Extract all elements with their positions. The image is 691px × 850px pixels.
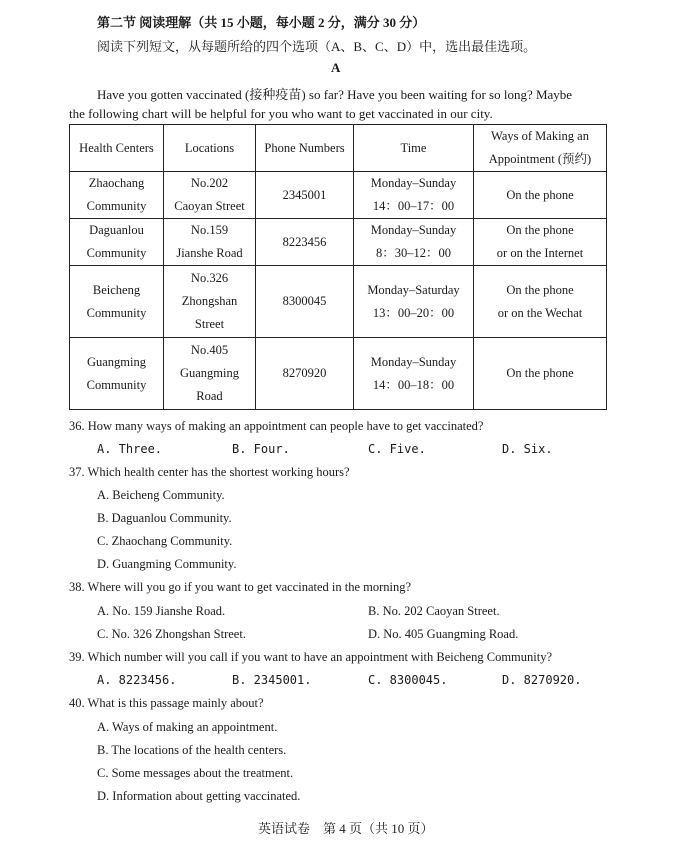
ways-text: On the phone xyxy=(506,223,574,237)
time-days: Monday–Sunday xyxy=(370,176,457,190)
cell-ways xyxy=(474,172,607,219)
q38-option-b: B. No. 202 Caoyan Street. xyxy=(368,604,500,618)
q39-option-c: C. 8300045. xyxy=(368,673,448,687)
intro-line-1: Have you gotten vaccinated (接种疫苗) so far? Have you been waiting for so long? Maybe xyxy=(97,87,573,102)
time-hours: 14：00–18：00 xyxy=(372,377,455,392)
cell-location xyxy=(164,266,256,338)
center-name: Zhaochang xyxy=(88,176,145,190)
section-heading: 第二节 阅读理解（共 15 小题，每小题 2 分，满分 30 分） xyxy=(97,15,426,30)
center-type: Community xyxy=(86,305,147,320)
cell-phone: 8300045 xyxy=(256,266,354,338)
cell-center xyxy=(70,219,164,266)
q36-option-c: C. Five. xyxy=(368,442,426,456)
q40-option-a: A. Ways of making an appointment. xyxy=(97,720,278,734)
passage-letter: A xyxy=(331,60,341,75)
ways-text: On the phone xyxy=(506,366,574,380)
location-number: No.159 xyxy=(190,223,229,237)
cell-center xyxy=(70,172,164,219)
q36-option-b: B. Four. xyxy=(232,442,290,456)
location-number: No.202 xyxy=(190,176,229,190)
location-street-suffix: Road xyxy=(196,389,223,403)
time-days: Monday–Sunday xyxy=(370,354,457,369)
time-hours: 8：30–12：00 xyxy=(375,246,451,260)
q40-option-c: C. Some messages about the treatment. xyxy=(97,766,294,780)
vaccination-table xyxy=(69,124,607,410)
cell-phone: 8270920 xyxy=(256,338,354,410)
location-number: No.405 xyxy=(190,343,229,357)
time-hours: 14：00–17：00 xyxy=(372,199,455,213)
cell-location xyxy=(164,338,256,410)
cell-ways xyxy=(474,266,607,338)
q36-option-d: D. Six. xyxy=(502,442,553,456)
q37-option-a: A. Beicheng Community. xyxy=(97,488,225,502)
table-row xyxy=(70,338,607,410)
section-instruction: 阅读下列短文，从每题所给的四个选项（A、B、C、D）中，选出最佳选项。 xyxy=(97,39,537,54)
ways-text: On the phone xyxy=(506,282,574,297)
q38-stem: 38. Where will you go if you want to get vaccinated in the morning? xyxy=(69,580,412,594)
ways-text: On the phone xyxy=(506,187,574,202)
table-row xyxy=(70,266,607,338)
location-street: Jianshe Road xyxy=(176,246,243,260)
header-ways-line2: Appointment (预约) xyxy=(488,152,592,166)
q37-option-d: D. Guangming Community. xyxy=(97,557,237,571)
time-days: Monday–Saturday xyxy=(367,282,460,297)
q36-option-a: A. Three. xyxy=(97,442,163,456)
q37-option-c: C. Zhaochang Community. xyxy=(97,534,233,548)
cell-location xyxy=(164,219,256,266)
cell-location xyxy=(164,172,256,219)
header-ways xyxy=(474,125,607,172)
location-street: Zhongshan xyxy=(181,294,238,308)
table-header-row xyxy=(70,125,607,172)
center-type: Community xyxy=(86,199,147,213)
q37-stem: 37. Which health center has the shortest working hours? xyxy=(69,465,350,479)
q40-option-b: B. The locations of the health centers. xyxy=(97,743,287,757)
cell-phone: 2345001 xyxy=(256,172,354,219)
q39-option-d: D. 8270920. xyxy=(502,673,582,687)
table-row xyxy=(70,172,607,219)
q36-stem: 36. How many ways of making an appointment can people have to get vaccinated? xyxy=(69,419,484,433)
ways-text-2: or on the Internet xyxy=(496,246,584,260)
header-time: Time xyxy=(354,125,474,172)
header-phone-numbers: Phone Numbers xyxy=(256,125,354,172)
intro-line-2: the following chart will be helpful for you who want to get vaccinated in our city. xyxy=(69,106,493,121)
q39-stem: 39. Which number will you call if you want to have an appointment with Beicheng Community? xyxy=(69,650,553,664)
page-footer: 英语试卷 第 4 页（共 10 页） xyxy=(258,821,434,836)
cell-time xyxy=(354,172,474,219)
cell-ways xyxy=(474,219,607,266)
cell-center xyxy=(70,338,164,410)
cell-time xyxy=(354,219,474,266)
cell-center xyxy=(70,266,164,338)
header-ways-line1: Ways of Making an xyxy=(491,129,589,143)
q38-option-a: A. No. 159 Jianshe Road. xyxy=(97,604,226,618)
cell-phone: 8223456 xyxy=(256,219,354,266)
location-street: Caoyan Street xyxy=(174,199,245,213)
center-name: Daguanlou xyxy=(89,223,144,237)
q37-option-b: B. Daguanlou Community. xyxy=(97,511,232,525)
time-days: Monday–Sunday xyxy=(370,223,457,237)
center-type: Community xyxy=(86,377,147,392)
location-street: Guangming xyxy=(179,366,240,380)
cell-time xyxy=(354,338,474,410)
table-row xyxy=(70,219,607,266)
q38-option-c: C. No. 326 Zhongshan Street. xyxy=(97,627,246,641)
q40-option-d: D. Information about getting vaccinated. xyxy=(97,789,301,803)
ways-text-2: or on the Wechat xyxy=(497,305,583,320)
center-name: Beicheng xyxy=(92,282,141,297)
q40-stem: 40. What is this passage mainly about? xyxy=(69,696,264,710)
location-street-suffix: Street xyxy=(194,317,225,331)
q39-option-b: B. 2345001. xyxy=(232,673,312,687)
location-number: No.326 xyxy=(190,271,229,285)
cell-ways xyxy=(474,338,607,410)
q39-option-a: A. 8223456. xyxy=(97,673,177,687)
center-name: Guangming xyxy=(86,354,147,369)
q38-option-d: D. No. 405 Guangming Road. xyxy=(368,627,519,641)
header-locations: Locations xyxy=(164,125,256,172)
cell-time xyxy=(354,266,474,338)
center-type: Community xyxy=(86,246,147,260)
header-health-centers: Health Centers xyxy=(70,125,164,172)
time-hours: 13：00–20：00 xyxy=(372,305,455,320)
